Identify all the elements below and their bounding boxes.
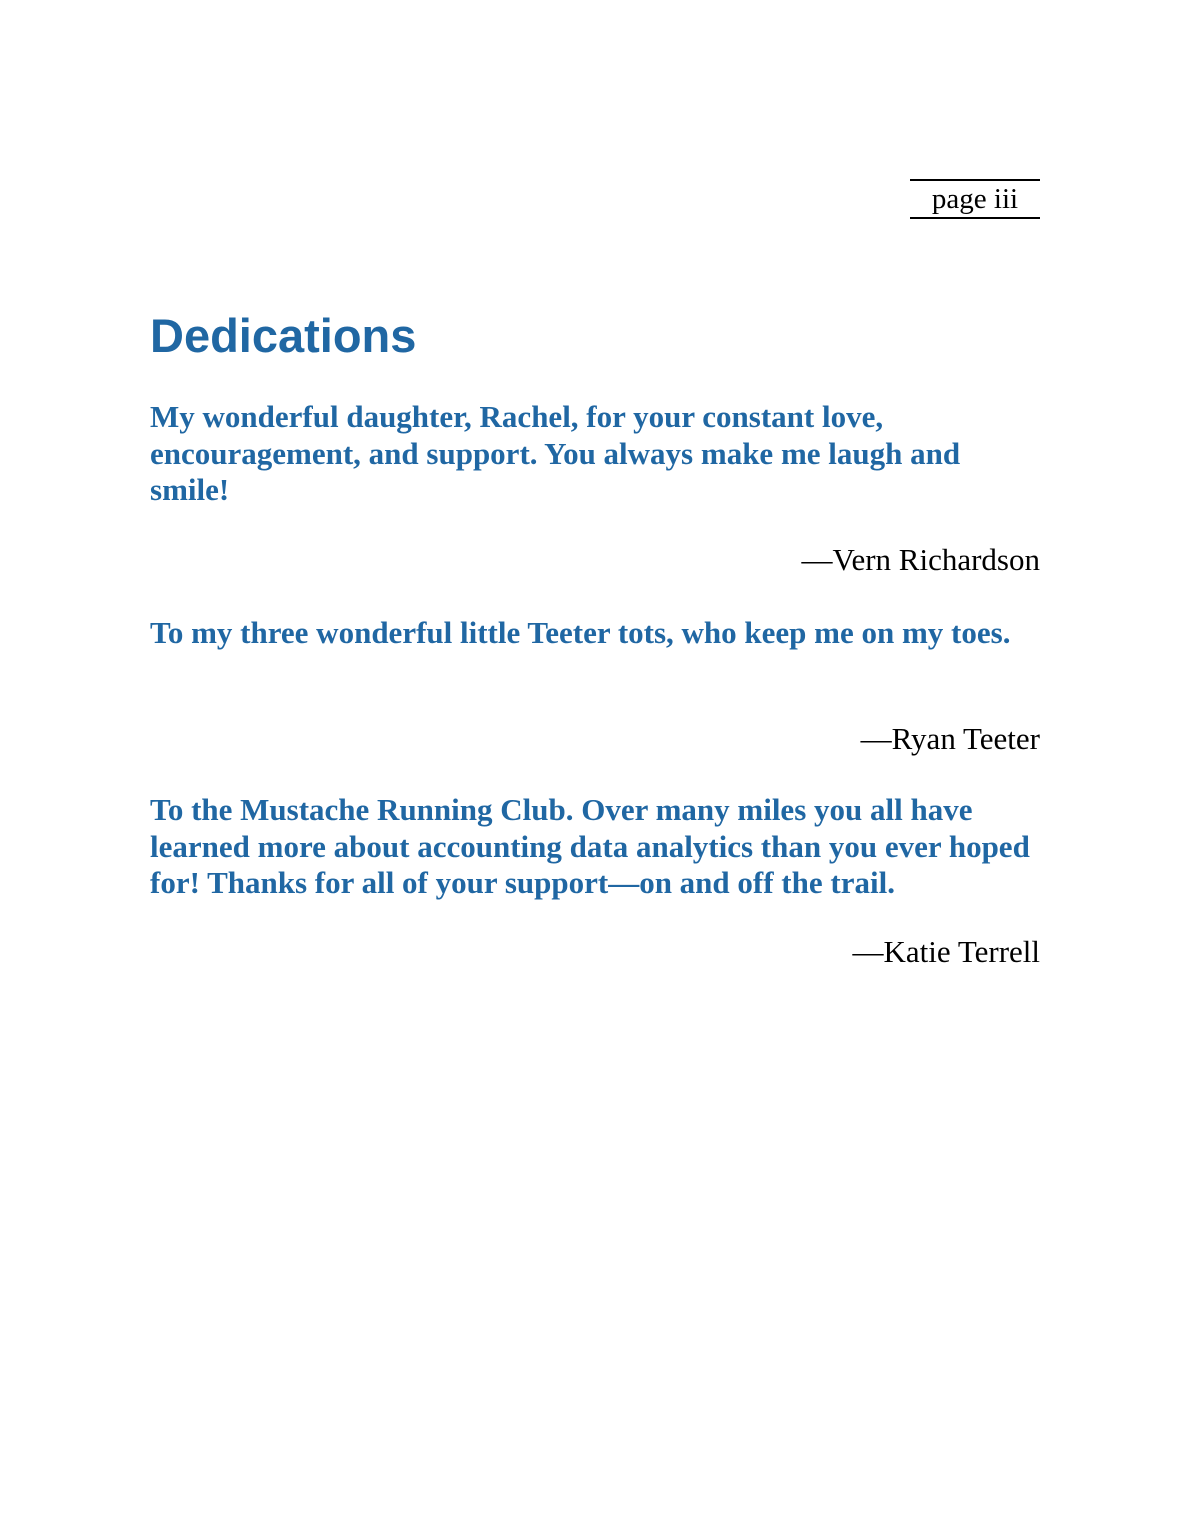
page-number-label: page iii [931, 182, 1019, 215]
dedication-author: —Vern Richardson [801, 542, 1040, 577]
page-number [910, 179, 1040, 219]
dedication-text: To my three wonderful little Teeter tots, who keep me on my toes. [150, 615, 1011, 650]
dedication-author: —Ryan Teeter [860, 721, 1040, 756]
dedication-author: —Katie Terrell [852, 934, 1040, 969]
page-title: Dedications [150, 309, 417, 362]
dedication-text: To the Mustache Running Club. Over many miles you all have learned more about accounting data analytics than you ever hoped for! Thanks for all of your support—on and off the trail. [150, 792, 1030, 900]
dedication-text: My wonderful daughter, Rachel, for your constant love, encouragement, and support. You always make me laugh and smile! [150, 399, 961, 507]
